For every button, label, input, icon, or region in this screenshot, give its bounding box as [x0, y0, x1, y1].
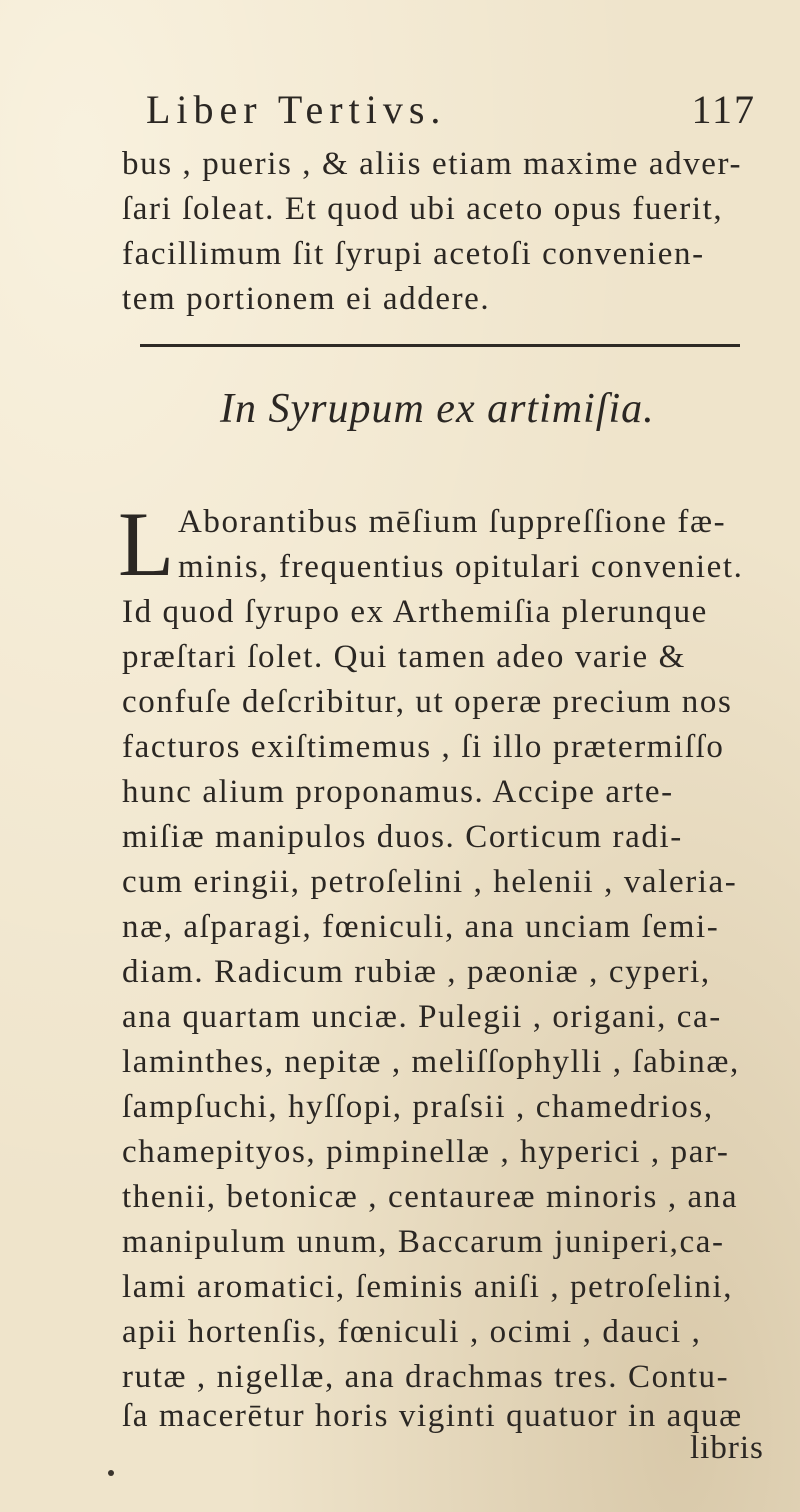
- text-line: thenii, betonicæ , centaureæ minoris , ana: [122, 1179, 739, 1215]
- running-head: [146, 86, 756, 136]
- text-line: ſari ſoleat. Et quod ubi aceto opus fuerit,: [122, 191, 724, 227]
- catchword: libris: [690, 1430, 764, 1466]
- text-line: ſa macerētur horis viginti quatuor in aquæ: [122, 1398, 743, 1434]
- text-line: ſampſuchi, hyſſopi, praſsii , chamedrios,: [122, 1089, 714, 1125]
- text-line: lami aromatici, ſeminis aniſi , petroſelini,: [122, 1269, 734, 1305]
- text-line: miſiæ manipulos duos. Corticum radi-: [122, 819, 683, 855]
- text-line: Aborantibus mēſium ſuppreſſione fæ-: [178, 504, 727, 540]
- text-line: chamepityos, pimpinellæ , hyperici , par-: [122, 1134, 730, 1170]
- text-line: apii hortenſis, fœniculi , ocimi , dauci ,: [122, 1314, 702, 1350]
- text-line: diam. Radicum rubiæ , pæoniæ , cyperi,: [122, 954, 711, 990]
- text-line: ana quartam unciæ. Pulegii , origani, ca-: [122, 999, 722, 1035]
- text-line: rutæ , nigellæ, ana drachmas tres. Contu-: [122, 1359, 730, 1395]
- running-head-title: Liber Tertivs.: [146, 87, 447, 132]
- text-line: confuſe deſcribitur, ut operæ precium nos: [122, 684, 733, 720]
- text-line: cum eringii, petroſelini , helenii , valeria-: [122, 864, 738, 900]
- text-line: manipulum unum, Baccarum juniperi,ca-: [122, 1224, 725, 1260]
- text-line: præſtari ſolet. Qui tamen adeo varie &: [122, 639, 686, 675]
- text-line: tem portionem ei addere.: [122, 281, 491, 317]
- drop-cap: L: [118, 493, 175, 595]
- text-line: minis, frequentius opitulari conveniet.: [178, 549, 744, 585]
- text-line: hunc alium proponamus. Accipe arte-: [122, 774, 674, 810]
- text-line: facillimum ſit ſyrupi acetoſi convenien-: [122, 236, 705, 272]
- section-divider: [140, 344, 740, 347]
- text-line: bus , pueris , & aliis etiam maxime adver-: [122, 146, 743, 182]
- ink-speck: [108, 1470, 114, 1476]
- text-line: facturos exiſtimemus , ſi illo prætermiſſo: [122, 729, 725, 765]
- text-line: laminthes, nepitæ , meliſſophylli , ſabinæ,: [122, 1044, 740, 1080]
- text-line: Id quod ſyrupo ex Arthemiſia plerunque: [122, 594, 708, 630]
- section-heading: In Syrupum ex artimiſia.: [220, 386, 655, 432]
- text-line: næ, aſparagi, fœniculi, ana unciam ſemi-: [122, 909, 720, 945]
- page-number: 117: [691, 87, 756, 132]
